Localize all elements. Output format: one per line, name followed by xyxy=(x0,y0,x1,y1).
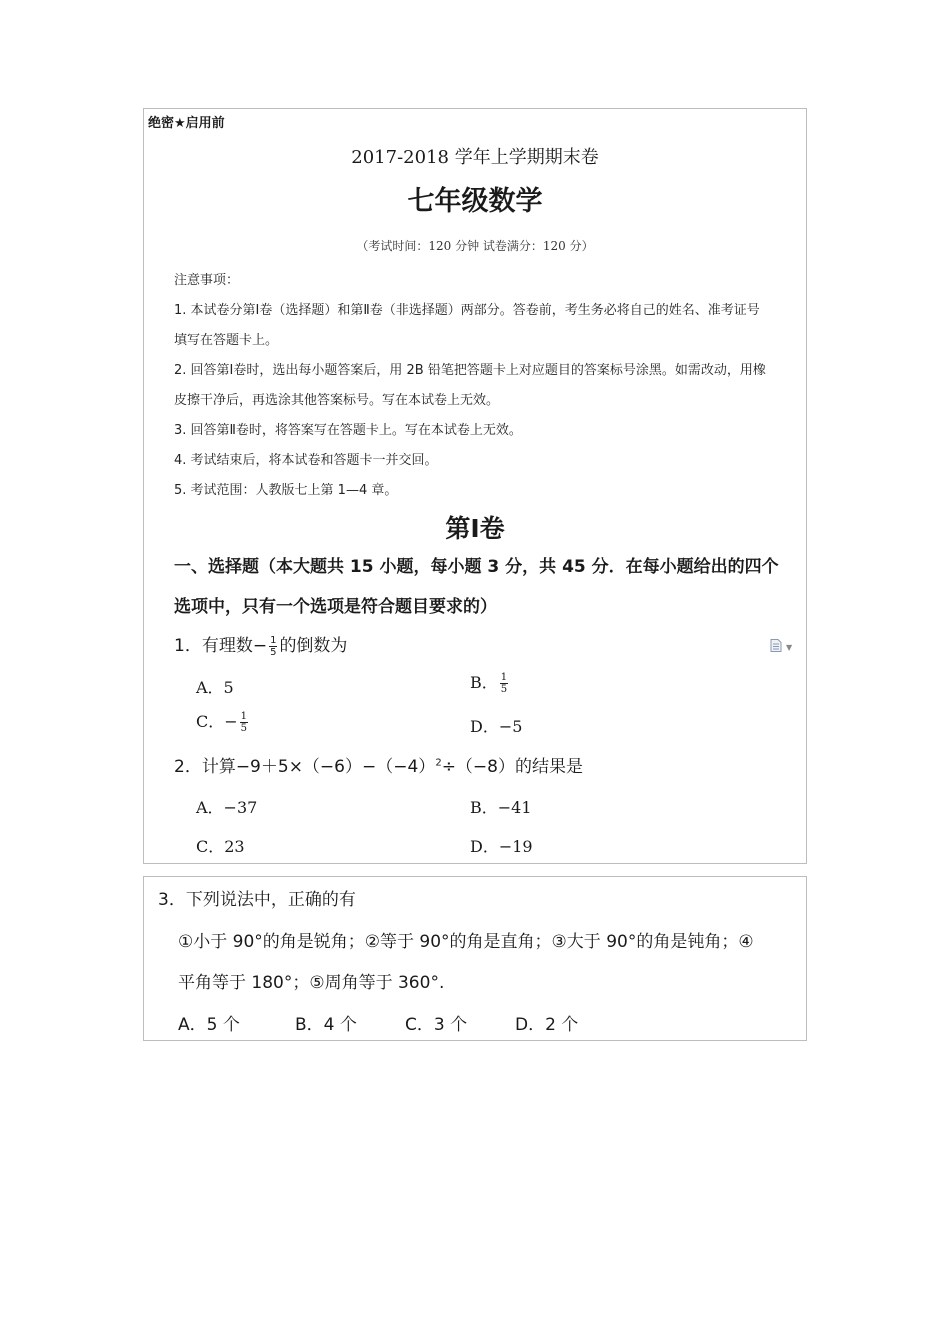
q3-option-d[interactable]: D．2 个 xyxy=(515,1015,579,1035)
q1-option-c[interactable] xyxy=(196,709,250,734)
notes-heading: 注意事项： xyxy=(174,273,240,288)
note-line: 5. 考试范围：人教版七上第 1—4 章。 xyxy=(174,483,398,498)
q3-option-b[interactable]: B．4 个 xyxy=(295,1015,357,1035)
question-2-stem xyxy=(174,752,583,777)
fraction: $\frac{1}{5}$ xyxy=(240,711,248,734)
question-2-text: ÷（−8）的结果是 xyxy=(441,757,583,777)
subject-title: 七年级数学 xyxy=(407,186,543,217)
confidential-label: 绝密★启用前 xyxy=(148,116,225,131)
question-3-line: 平角等于 180°；⑤周角等于 360°. xyxy=(178,973,445,993)
q2-option-b[interactable]: B．−41 xyxy=(470,798,532,817)
note-line: 皮擦干净后，再选涂其他答案标号。写在本试卷上无效。 xyxy=(174,393,500,408)
exam-page-part-1 xyxy=(143,108,807,864)
question-3-stem: 3．下列说法中，正确的有 xyxy=(158,890,356,910)
question-3-line: ①小于 90°的角是锐角；②等于 90°的角是直角；③大于 90°的角是钝角；④ xyxy=(178,932,754,952)
section-title: 第Ⅰ卷 xyxy=(445,514,505,543)
document-icon[interactable] xyxy=(770,639,782,652)
question-2-text: 2．计算−9＋5×（−6）−（−4） xyxy=(174,757,436,777)
note-line: 3. 回答第Ⅱ卷时，将答案写在答题卡上。写在本试卷上无效。 xyxy=(174,423,522,438)
note-line: 2. 回答第Ⅰ卷时，选出每小题答案后，用 2B 铅笔把答题卡上对应题目的答案标号涂黑。如需改动，用橡 xyxy=(174,363,766,378)
q2-option-c[interactable]: C．23 xyxy=(196,837,245,856)
question-1-stem xyxy=(174,631,347,658)
chevron-down-icon[interactable]: ▼ xyxy=(786,643,793,652)
note-line: 4. 考试结束后，将本试卷和答题卡一并交回。 xyxy=(174,453,438,468)
note-line: 1. 本试卷分第Ⅰ卷（选择题）和第Ⅱ卷（非选择题）两部分。答卷前，考生务必将自己的姓名、准考证号 xyxy=(174,303,760,318)
q2-option-d[interactable]: D．−19 xyxy=(470,837,533,856)
option-label: C．− xyxy=(196,712,238,731)
q3-option-a[interactable]: A．5 个 xyxy=(178,1015,240,1035)
fraction: $\frac{1}{5}$ xyxy=(500,672,508,695)
exponent: 2 xyxy=(435,757,442,769)
exam-page-part-2 xyxy=(143,876,807,1041)
question-1-text: 的倒数为 xyxy=(279,636,348,656)
note-line: 填写在答题卡上。 xyxy=(174,333,279,348)
q2-option-a[interactable]: A．−37 xyxy=(196,798,258,817)
q3-option-c[interactable]: C．3 个 xyxy=(405,1015,468,1035)
option-label: B． xyxy=(470,673,498,692)
exam-info: （考试时间：120 分钟 试卷满分：120 分） xyxy=(356,239,594,253)
exam-title: 2017-2018 学年上学期期末卷 xyxy=(351,147,599,168)
q1-option-d[interactable]: D．−5 xyxy=(470,717,523,736)
section-description: 一、选择题（本大题共 15 小题，每小题 3 分，共 45 分．在每小题给出的四个 xyxy=(174,557,779,577)
q1-option-b[interactable] xyxy=(470,670,510,695)
q1-option-a[interactable]: A．5 xyxy=(196,678,234,697)
question-1-text: 1．有理数− xyxy=(174,636,268,656)
fraction: $\frac{1}{5}$ xyxy=(270,634,277,658)
section-description: 选项中，只有一个选项是符合题目要求的） xyxy=(174,597,497,617)
